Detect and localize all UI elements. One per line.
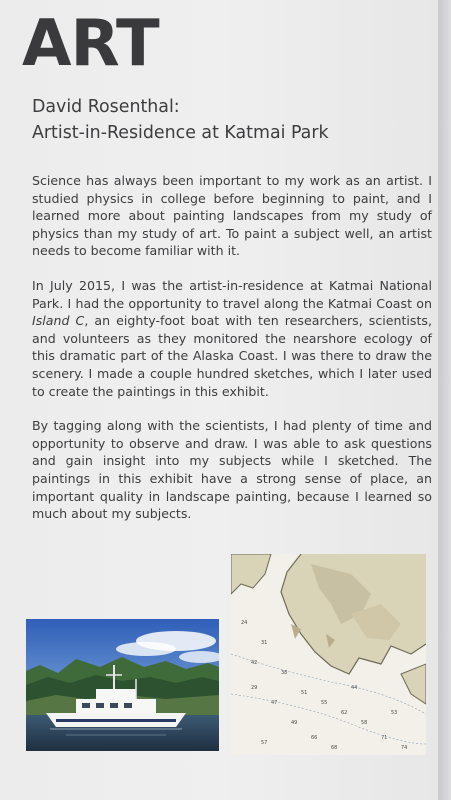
paragraph-residency-end: , an eighty-foot boat with ten researchers, scientists, and volunteers as they monitored the nearshore ecology of this dramatic part of the Alaska Coast. I was there to draw the scenery. I made a couple hundred sketches, which I later used to create the paintings in this exhibit. <box>32 313 432 399</box>
subtitle-line-role: Artist-in-Residence at Katmai Park <box>32 123 329 143</box>
svg-text:74: 74 <box>401 745 408 751</box>
subtitle-line-artist: David Rosenthal: <box>32 97 180 117</box>
nautical-map <box>231 554 426 755</box>
svg-text:44: 44 <box>351 685 358 691</box>
svg-text:29: 29 <box>251 685 258 691</box>
paragraph-science: Science has always been important to my work as an artist. I studied physics in college before beginning to paint, and I learned more about painting landscapes from my study of physics than my study of art. To paint a subject well, an artist needs to become familiar with it. <box>32 173 432 259</box>
svg-text:49: 49 <box>291 720 298 726</box>
svg-text:53: 53 <box>391 710 398 716</box>
svg-text:38: 38 <box>281 670 288 676</box>
svg-text:57: 57 <box>261 740 268 746</box>
svg-text:68: 68 <box>331 745 338 751</box>
svg-text:51: 51 <box>301 690 308 696</box>
subtitle <box>32 94 329 146</box>
svg-text:62: 62 <box>341 710 348 716</box>
svg-text:31: 31 <box>261 640 268 646</box>
svg-text:47: 47 <box>271 700 278 706</box>
svg-text:66: 66 <box>311 735 318 741</box>
svg-text:71: 71 <box>381 735 388 741</box>
svg-text:58: 58 <box>361 720 368 726</box>
boat-name: Island C <box>32 313 85 329</box>
paragraph-observation: By tagging along with the scientists, I had plenty of time and opportunity to observe and draw. I was able to ask questions and gain insight into my subjects while I sketched. The paintings in this exhibit have a strong sense of place, an important quality in landscape painting, because I learned so much about my subjects. <box>32 418 432 522</box>
panel-edge <box>438 0 451 800</box>
boat-photo-graphic <box>26 619 219 751</box>
svg-text:55: 55 <box>321 700 328 706</box>
body-text <box>32 172 432 540</box>
paragraph-residency <box>32 277 432 400</box>
svg-text:42: 42 <box>251 660 258 666</box>
paragraph-residency-start: In July 2015, I was the artist-in-residence at Katmai National Park. I had the opportunity to travel along the Katmai Coast on <box>32 277 432 311</box>
svg-text:24: 24 <box>241 620 248 626</box>
boat-photo <box>26 619 219 751</box>
page-title: ART <box>22 7 159 81</box>
nautical-map-graphic <box>231 554 426 755</box>
